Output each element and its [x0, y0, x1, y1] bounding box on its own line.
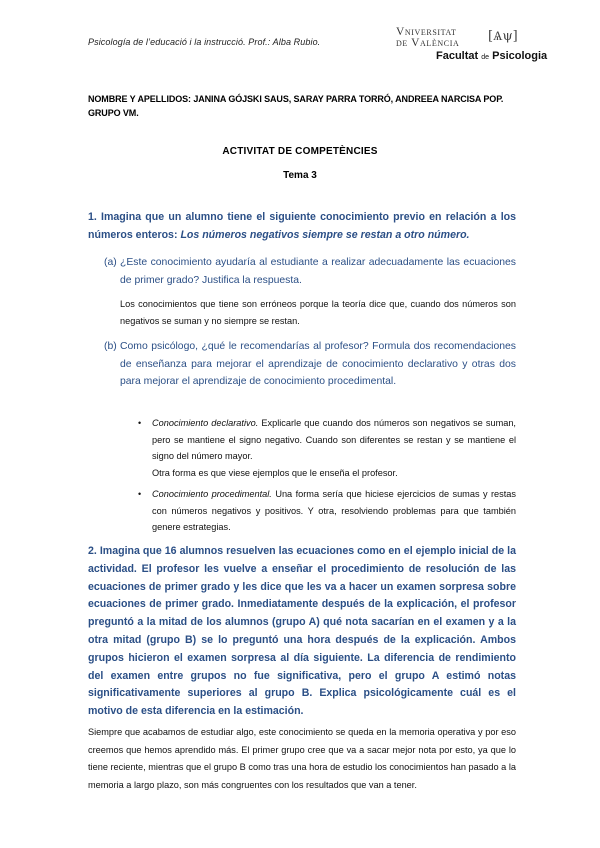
answer-2: Siempre que acabamos de estudiar algo, este conocimiento se queda en la memoria operativa y por eso creemos que hemos aprendido más. El primer grupo cree que va a sacar mejor nota por esto, ya que lo tiene reciente, mientras que el grupo B como tras una hora de estudio los conocimientos han pasado a la memoria a largo plazo, son más congruentes con los resultados que van a tener. — [88, 727, 516, 790]
question-1b — [104, 338, 516, 391]
question-1b-text: Como psicólogo, ¿qué le recomendarías al profesor? Formula dos recomendaciones de enseñanza para mejorar el aprendizaje de conocimiento declarativo y otras dos para mejorar el aprendizaje de conocimiento procedimental. — [120, 341, 516, 387]
logo-university-line2: de València — [396, 37, 460, 49]
bullet-dot-icon: • — [138, 418, 142, 428]
logo-university-line1: Vniversitat — [396, 26, 457, 38]
question-2-heading: 2. Imagina que 16 alumnos resuelven las ecuaciones como en el ejemplo inicial de la actividad. El profesor les vuelve a enseñar el procedimiento de resolución de las ecuaciones de primer grado y les dice que les va a hacer un examen sorpresa sobre ecuaciones de primer grado. Inmediatamente después de la explicación, el profesor preguntó a la mitad de los alumnos (grupo A) qué nota sacarían en el examen y a la otra mitad (grupo B) se lo preguntó una hora después de la explicación. Ambos grupos hicieron el examen sorpresa al día siguiente. La diferencia de rendimiento del examen entre grupos no fue significativa, pero el grupo A estimó notas significativamente superiores al grupo B. Explica psicológicamente cuál es el motivo de esta diferencia en la estimación. — [88, 545, 516, 718]
logo-faculty-b: Psicologia — [492, 50, 548, 62]
question-1-italic-statement: Los números negativos siempre se restan a otro número. — [180, 229, 470, 241]
document-title: ACTIVITAT DE COMPETÈNCIES — [222, 146, 378, 157]
document-subtitle: Tema 3 — [283, 170, 317, 181]
question-1a-text: ¿Este conocimiento ayudaría al estudiante a realizar adecuadamente las ecuaciones de primer grado? Justifica la respuesta. — [120, 257, 516, 286]
bullet-procedural-label: Conocimiento procedimental. — [152, 489, 272, 499]
logo-faculty-a: Facultat — [436, 50, 479, 62]
question-1a — [104, 254, 516, 289]
bullet-dot-icon: • — [138, 489, 142, 499]
question-1-heading — [88, 208, 516, 244]
bullet-declarative-label: Conocimiento declarativo. — [152, 418, 259, 428]
bullet-procedural-text: Una forma sería que hiciese ejercicios de sumas y restas con números negativos y positivos. Y otra, resolviendo problemas para que también genere estrategias. — [152, 489, 516, 532]
bullet-declarative-text: Explicarle que cuando dos números son negativos se suman, pero se mantiene el signo negativo. Cuando son diferentes se restan y se mantiene el signo del número mayor. — [152, 418, 516, 461]
course-header: Psicología de l’educació i la instrucció. Prof.: Alba Rubio. — [88, 37, 321, 47]
logo-faculty — [436, 50, 547, 62]
bullet-procedural — [138, 486, 516, 536]
question-1a-letter: (a) — [104, 257, 117, 268]
answer-1a: Los conocimientos que tiene son erróneos porque la teoría dice que, cuando dos números son negativos se suman y no siempre se restan. — [120, 299, 516, 326]
question-1b-letter: (b) — [104, 341, 117, 352]
logo-emblem-icon: [Ѧψ] — [488, 29, 518, 44]
bullet-declarative-extra: Otra forma es que viese ejemplos que le enseña el profesor. — [152, 467, 398, 478]
question-1-text: 1. Imagina que un alumno tiene el siguiente conocimiento previo en relación a los números enteros: — [88, 211, 516, 241]
student-names: NOMBRE Y APELLIDOS: JANINA GÓJSKI SAUS, SARAY PARRA TORRÓ, ANDREEA NARCISA POP. GRUPO VM. — [88, 94, 504, 118]
logo-faculty-de: de — [481, 54, 490, 61]
university-logo — [396, 26, 546, 64]
bullet-declarative — [138, 415, 516, 481]
